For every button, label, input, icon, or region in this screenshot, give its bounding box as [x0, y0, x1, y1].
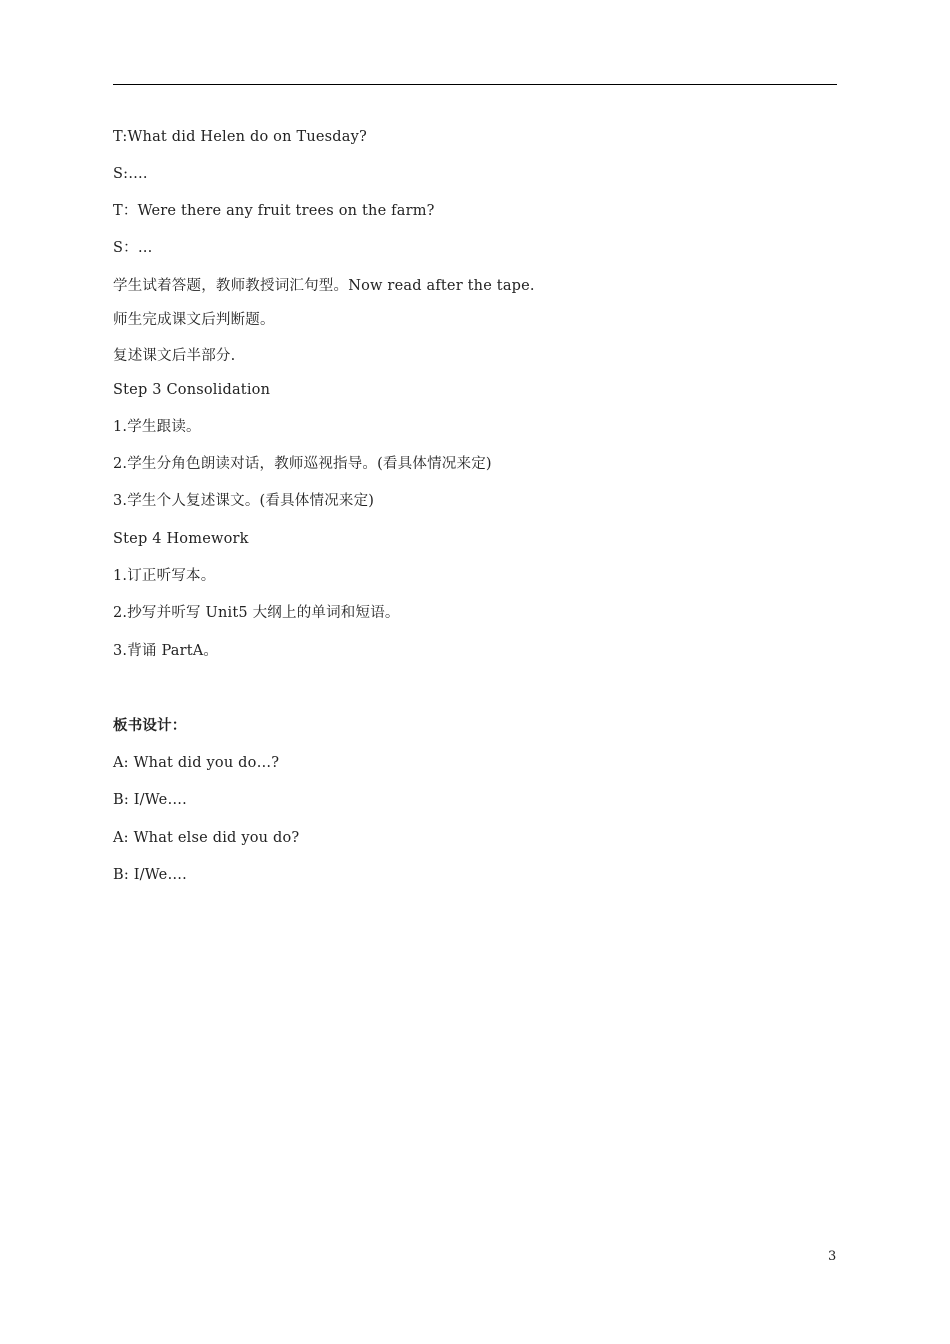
list-item: 1.学生跟读。: [113, 419, 201, 435]
step-heading-homework: Step 4 Homework: [113, 531, 249, 547]
board-line: A: What else did you do?: [113, 830, 300, 846]
board-line: B: I/We….: [113, 792, 187, 808]
dialogue-line-student-1: S:….: [113, 166, 148, 182]
list-item: 3.学生个人复述课文。(看具体情况来定): [113, 493, 375, 509]
list-item: 2.抄写并听写 Unit5 大纲上的单词和短语。: [113, 605, 400, 621]
list-item: 3.背诵 PartA。: [113, 643, 219, 659]
board-line: A: What did you do…?: [113, 755, 280, 771]
list-item: 1.订正听写本。: [113, 568, 216, 584]
dialogue-line-teacher-2: T：Were there any fruit trees on the farm?: [113, 203, 435, 219]
board-line: B: I/We….: [113, 867, 187, 883]
header-rule: [113, 84, 837, 85]
instruction-line: 师生完成课文后判断题。: [113, 312, 275, 328]
page-number: 3: [828, 1249, 837, 1264]
board-design-heading: 板书设计：: [113, 717, 187, 734]
instruction-line: 学生试着答题，教师教授词汇句型。Now read after the tape.: [113, 278, 535, 294]
list-item: 2.学生分角色朗读对话，教师巡视指导。(看具体情况来定): [113, 456, 492, 472]
step-heading-consolidation: Step 3 Consolidation: [113, 382, 271, 398]
dialogue-line-student-2: S：…: [113, 240, 153, 256]
dialogue-line-teacher-1: T:What did Helen do on Tuesday?: [113, 129, 367, 145]
instruction-line: 复述课文后半部分.: [113, 348, 236, 364]
